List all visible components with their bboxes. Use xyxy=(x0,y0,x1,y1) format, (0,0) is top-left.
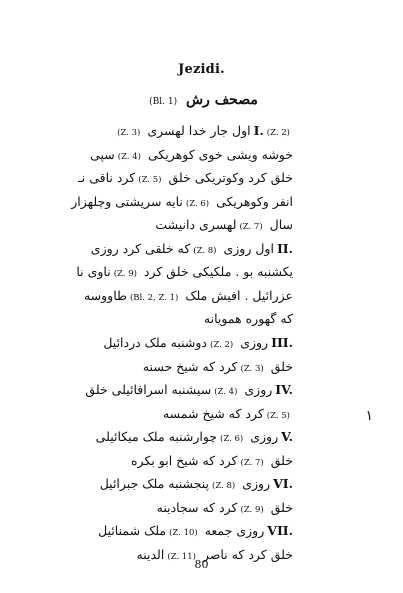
line-text: کرد ناقی نـ xyxy=(78,170,136,185)
line-text: عزرائیل . افیش ملک xyxy=(185,288,293,303)
line-text: خلق xyxy=(270,359,293,374)
line-reference: (Z. 5) xyxy=(138,175,162,185)
text-line xyxy=(53,122,293,142)
text-line xyxy=(53,287,293,307)
line-text: روزی جمعه xyxy=(204,523,265,538)
line-text: ناوی نا xyxy=(76,264,111,279)
line-reference: (Z. 7) xyxy=(239,222,263,232)
document-title xyxy=(0,92,403,108)
text-line xyxy=(53,499,293,519)
line-reference: (Z. 11) xyxy=(167,552,196,562)
text-line xyxy=(53,522,293,542)
line-text: لهسری دانیشت xyxy=(155,217,237,232)
section-number: V. xyxy=(281,429,293,444)
line-reference: (Z. 7) xyxy=(240,458,264,468)
text-line xyxy=(53,310,293,328)
margin-mark: ١ xyxy=(365,408,373,424)
line-reference: (Z. 8) xyxy=(212,481,236,491)
title-arabic: مصحف رش xyxy=(185,92,258,108)
text-line xyxy=(53,169,293,189)
line-text: ملک شمنائیل xyxy=(98,523,167,538)
line-reference: (Z. 2) xyxy=(266,128,290,138)
line-reference: (Z. 6) xyxy=(185,199,210,209)
text-line xyxy=(53,452,293,472)
line-reference: (Z. 9) xyxy=(240,505,264,515)
line-text: چوارشنبه ملک میکائیلی xyxy=(95,429,218,444)
section-number: IV. xyxy=(275,382,293,397)
line-reference: (Z. 6) xyxy=(220,434,244,444)
line-reference: (Z. 4) xyxy=(117,152,141,162)
line-text: روزی xyxy=(244,382,273,397)
line-reference: (Z. 2) xyxy=(210,340,234,350)
line-text: سپی xyxy=(90,147,115,162)
page-number: 80 xyxy=(194,558,209,571)
line-text: پنجشنبه ملک جبرائیل xyxy=(99,476,209,491)
line-text: روزی xyxy=(242,476,271,491)
line-text: طاووسه xyxy=(83,288,127,303)
section-number: III. xyxy=(271,335,293,350)
line-reference: (Z. 9) xyxy=(113,269,137,279)
line-text: اول جار خدا لهسری xyxy=(147,123,251,138)
section-number: II. xyxy=(276,241,293,256)
line-text: روزی xyxy=(240,335,269,350)
line-reference: (Bl. 2, Z. 1) xyxy=(129,293,179,303)
text-line xyxy=(53,381,293,401)
line-reference: (Z. 3) xyxy=(117,128,141,138)
line-text: خوشه ویشی خوی کوهریکی xyxy=(147,147,293,162)
line-text: که گهوره همویانه xyxy=(203,311,293,326)
running-head: Jezidi. xyxy=(178,62,225,77)
line-reference: (Z. 5) xyxy=(266,411,290,421)
line-reference: (Z. 3) xyxy=(240,364,264,374)
line-text: کرد که شیخ شمسه xyxy=(162,406,264,421)
line-reference: (Z. 8) xyxy=(193,246,217,256)
line-reference: (Z. 10) xyxy=(169,528,198,538)
line-text: کرد که شیخ ابو بکره xyxy=(131,453,238,468)
text-line xyxy=(53,216,293,236)
line-text: یکشنبه بو . ملکیکی خلق کرد xyxy=(143,264,293,279)
line-text: کرد که شیخ حسنه xyxy=(142,359,238,374)
text-line xyxy=(53,263,293,283)
line-text: خلق کرد که ناصر xyxy=(202,547,293,562)
line-reference: (Z. 4) xyxy=(214,387,238,397)
section-number: VII. xyxy=(267,523,293,538)
section-number: VI. xyxy=(273,476,293,491)
line-text: روزی xyxy=(250,429,279,444)
title-folio-ref: (Bl. 1) xyxy=(149,97,178,107)
text-line xyxy=(53,428,293,448)
line-text: سیشنبه اسرافائیلی خلق xyxy=(85,382,212,397)
text-line xyxy=(53,240,293,260)
section-number: I. xyxy=(253,123,264,138)
line-text: کرد که سجادینه xyxy=(156,500,238,515)
text-line xyxy=(53,334,293,354)
text-line xyxy=(53,146,293,166)
line-text: الدینه xyxy=(136,547,165,562)
line-text: که خلقی کرد روزی xyxy=(90,241,191,256)
text-line xyxy=(53,405,293,425)
line-text: خلق xyxy=(270,453,293,468)
text-line xyxy=(53,193,293,213)
text-line xyxy=(53,475,293,495)
line-text: انفر وکوهریکی xyxy=(216,194,293,209)
line-text: اول روزی xyxy=(223,241,274,256)
line-text: سال xyxy=(269,217,293,232)
line-text: خلق xyxy=(270,500,293,515)
line-text: خلق کرد وکوتریکی خلق xyxy=(168,170,293,185)
line-text: نایه سریشتی وچلهزار xyxy=(71,194,183,209)
line-text: دوشنبه ملک دردائیل xyxy=(103,335,207,350)
text-line xyxy=(53,358,293,378)
